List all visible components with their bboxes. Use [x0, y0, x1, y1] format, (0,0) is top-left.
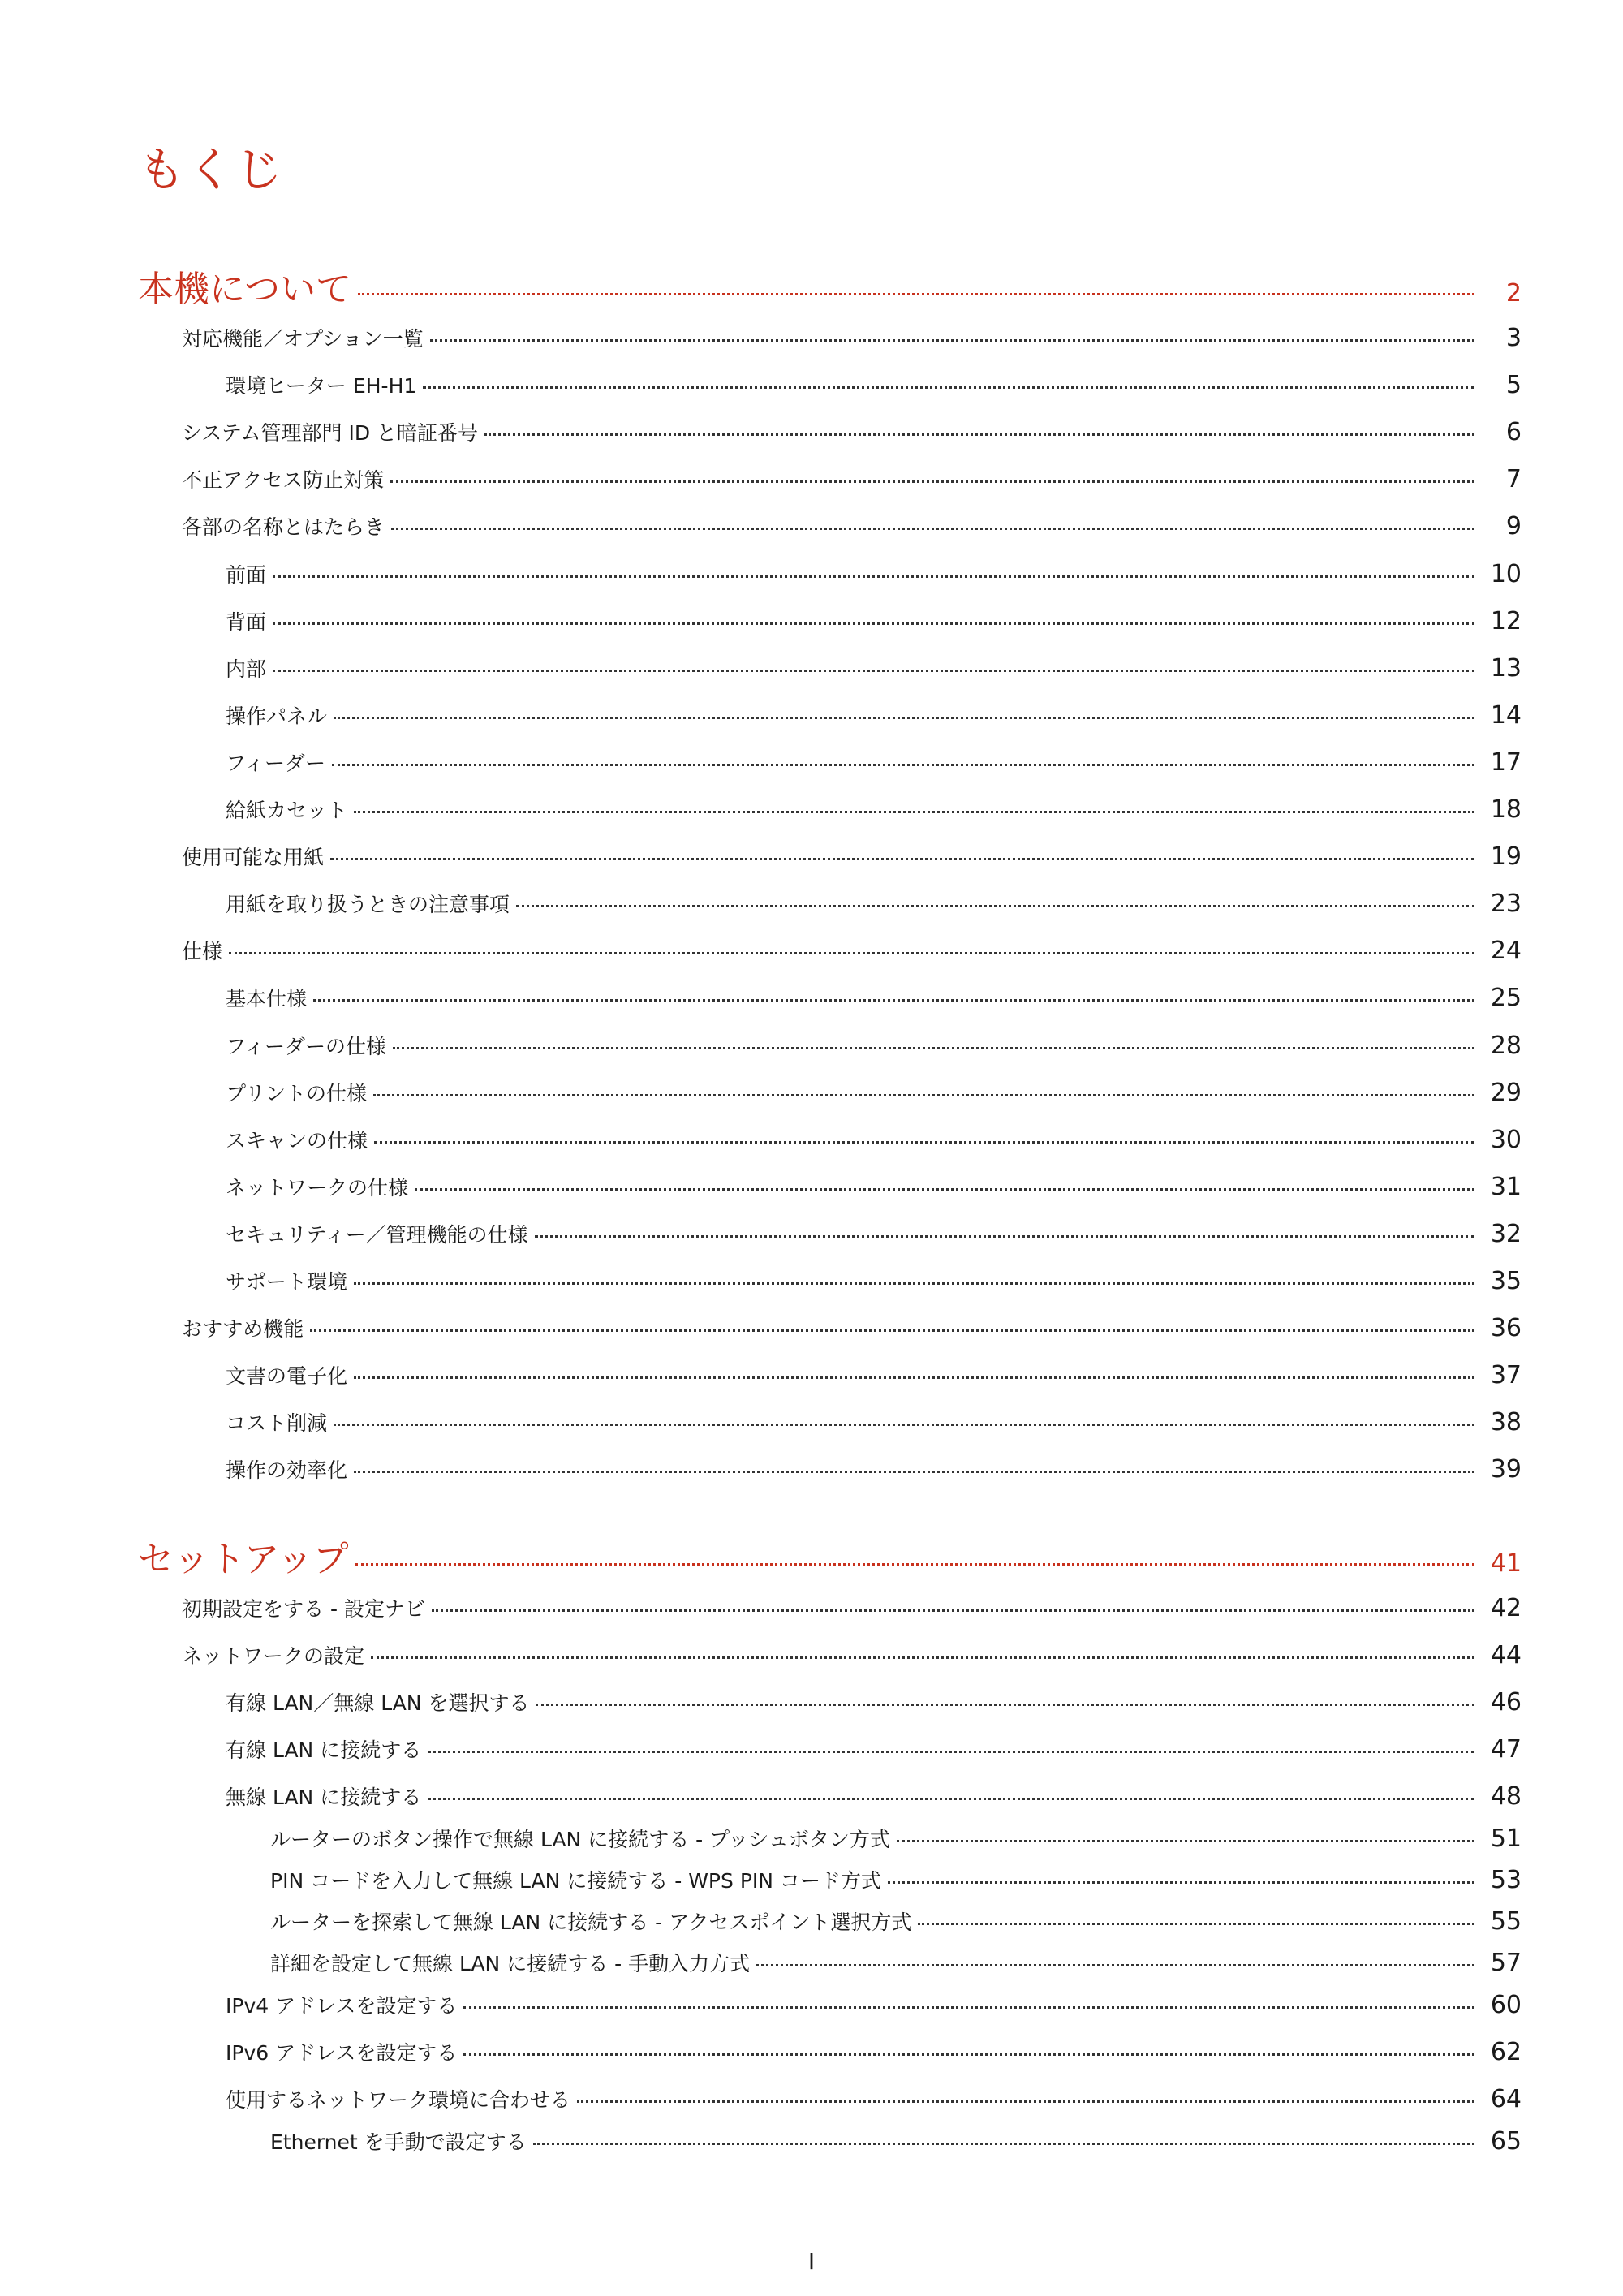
dot-leader: [354, 1471, 1474, 1473]
dot-leader: [428, 1798, 1474, 1800]
toc-chapter-heading[interactable]: [138, 1530, 1522, 1582]
dot-leader: [533, 2143, 1474, 2145]
toc-entry[interactable]: [226, 889, 1522, 918]
toc-entry-label: 使用可能な用紙: [182, 846, 325, 870]
toc-entry[interactable]: [226, 700, 1522, 730]
toc-entry-page-number: 12: [1490, 606, 1522, 635]
toc-entry-page-number: 6: [1505, 418, 1522, 447]
dot-leader: [273, 670, 1474, 672]
toc-entry-page-number: 24: [1490, 937, 1522, 966]
dot-leader: [273, 575, 1474, 578]
toc-entry-page-number: 37: [1490, 1361, 1522, 1390]
toc-entry[interactable]: [226, 1031, 1522, 1060]
toc-entry[interactable]: [226, 2084, 1522, 2113]
toc-entry-label: 対応機能／オプション一覧: [182, 327, 424, 351]
toc-entry[interactable]: [226, 1219, 1522, 1248]
toc-entry[interactable]: [182, 464, 1522, 493]
toc-entry-page-number: 14: [1490, 700, 1522, 730]
toc-entry-label: サポート環境: [226, 1270, 348, 1294]
toc-entry-label: 操作の効率化: [226, 1458, 348, 1483]
toc-entry-label: 本機について: [138, 269, 352, 310]
toc-entry-page-number: 2: [1505, 279, 1522, 308]
toc-entry[interactable]: [182, 417, 1522, 446]
toc-entry-label: ネットワークの仕様: [226, 1175, 409, 1200]
toc-entry[interactable]: [182, 842, 1522, 871]
toc-entry-page-number: 36: [1490, 1314, 1522, 1343]
toc-entry-page-number: 42: [1490, 1594, 1522, 1622]
toc-entry[interactable]: [226, 1078, 1522, 1107]
toc-entry[interactable]: [226, 983, 1522, 1012]
toc-entry-page-number: 5: [1505, 371, 1522, 400]
toc-entry[interactable]: [226, 1360, 1522, 1389]
toc-entry-label: PIN コードを入力して無線 LAN に接続する - WPS PIN コード方式: [270, 1869, 881, 1893]
toc-entry-label: システム管理部門 ID と暗証番号: [182, 421, 479, 446]
toc-entry-label: フィーダーの仕様: [226, 1034, 387, 1058]
dot-leader: [888, 1881, 1474, 1884]
dot-leader: [310, 1329, 1474, 1332]
toc-entry-page-number: 25: [1490, 984, 1522, 1013]
toc-entry-label: ネットワークの設定: [182, 1644, 365, 1668]
toc-entry-label: 仕様: [182, 940, 223, 964]
toc-entry-label: 用紙を取り扱うときの注意事項: [226, 893, 510, 917]
dot-leader: [577, 2100, 1474, 2103]
dot-leader: [432, 1609, 1474, 1612]
toc-entry-label: フィーダー: [226, 751, 326, 775]
toc-entry[interactable]: [182, 511, 1522, 541]
dot-leader: [535, 1235, 1474, 1238]
toc-entry-page-number: 65: [1490, 2127, 1522, 2156]
toc-entry-label: おすすめ機能: [182, 1317, 304, 1342]
toc-entry-page-number: 3: [1505, 324, 1522, 352]
toc-entry-label: 初期設定をする - 設定ナビ: [182, 1597, 425, 1621]
dot-leader: [354, 1282, 1474, 1285]
dot-leader: [373, 1094, 1474, 1096]
dot-leader: [313, 999, 1474, 1002]
dot-leader: [423, 386, 1474, 389]
toc-entry-label: ルーターのボタン操作で無線 LAN に接続する - プッシュボタン方式: [270, 1828, 890, 1851]
dot-leader: [390, 480, 1474, 483]
toc-entry-page-number: 46: [1490, 1688, 1522, 1717]
toc-entry[interactable]: [226, 2037, 1522, 2066]
toc-entry-page-number: 51: [1490, 1824, 1522, 1853]
toc-entry[interactable]: [270, 1906, 1522, 1936]
toc-entry-page-number: 19: [1490, 842, 1522, 872]
dot-leader: [334, 717, 1474, 719]
toc-entry-page-number: 38: [1490, 1408, 1522, 1437]
toc-entry[interactable]: [226, 1687, 1522, 1717]
dot-leader: [415, 1188, 1474, 1191]
toc-entry-label: ルーターを探索して無線 LAN に接続する - アクセスポイント選択方式: [270, 1910, 912, 1934]
toc-entry[interactable]: [270, 2126, 1522, 2156]
toc-entry-label: 詳細を設定して無線 LAN に接続する - 手動入力方式: [270, 1952, 751, 1975]
toc-entry-page-number: 41: [1490, 1549, 1522, 1578]
dot-leader: [355, 1563, 1474, 1566]
dot-leader: [516, 905, 1474, 907]
toc-entry[interactable]: [226, 1266, 1522, 1295]
dot-leader: [536, 1704, 1474, 1706]
toc-entry[interactable]: [226, 606, 1522, 635]
toc-entry-page-number: 60: [1490, 1991, 1522, 2019]
toc-entry[interactable]: [182, 936, 1522, 965]
toc-entry-label: 有線 LAN に接続する: [226, 1738, 422, 1762]
toc-entry-label: セキュリティー／管理機能の仕様: [226, 1222, 528, 1247]
toc-entry-label: IPv6 アドレスを設定する: [226, 2041, 458, 2065]
toc-entry[interactable]: [182, 1313, 1522, 1342]
dot-leader: [463, 2006, 1474, 2009]
toc-entry-label: 背面: [226, 610, 267, 634]
dot-leader: [391, 528, 1474, 530]
toc-entry-label: IPv4 アドレスを設定する: [226, 1994, 458, 2018]
toc-entry[interactable]: [226, 1454, 1522, 1484]
dot-leader: [393, 1047, 1474, 1049]
toc-entry-label: 不正アクセス防止対策: [182, 468, 385, 493]
toc-entry[interactable]: [226, 1990, 1522, 2019]
dot-leader: [332, 764, 1474, 766]
dot-leader: [273, 622, 1474, 625]
toc-entry-label: 操作パネル: [226, 704, 328, 728]
toc-entry-page-number: 28: [1490, 1031, 1522, 1060]
dot-leader: [428, 1751, 1474, 1753]
dot-leader: [897, 1840, 1474, 1842]
toc-entry[interactable]: [270, 1948, 1522, 1977]
toc-entry-label: Ethernet を手動で設定する: [270, 2130, 527, 2154]
toc-entry-page-number: 57: [1490, 1949, 1522, 1977]
toc-entry[interactable]: [182, 1640, 1522, 1669]
toc-entry[interactable]: [226, 653, 1522, 683]
toc-entry-label: コスト削減: [226, 1411, 328, 1436]
toc-entry-page-number: 39: [1490, 1455, 1522, 1484]
toc-entry-page-number: 23: [1490, 890, 1522, 919]
dot-leader: [334, 1424, 1474, 1426]
toc-entry-page-number: 9: [1505, 512, 1522, 541]
dot-leader: [756, 1964, 1474, 1966]
toc-entry-page-number: 18: [1490, 795, 1522, 824]
toc-entry-page-number: 64: [1490, 2085, 1522, 2113]
dot-leader: [371, 1656, 1474, 1659]
toc-entry-page-number: 44: [1490, 1641, 1522, 1669]
toc-entry-page-number: 55: [1490, 1907, 1522, 1936]
toc-entry-page-number: 62: [1490, 2038, 1522, 2066]
toc-entry-label: スキャンの仕様: [226, 1128, 368, 1152]
toc-entry-label: 基本仕様: [226, 987, 308, 1011]
page-number: I: [807, 2248, 816, 2275]
toc-entry-label: 前面: [226, 562, 267, 587]
toc-entry-page-number: 31: [1490, 1172, 1522, 1201]
toc-entry[interactable]: [270, 1865, 1522, 1894]
dot-leader: [463, 2053, 1474, 2056]
toc-entry-label: 内部: [226, 657, 267, 681]
toc-entry[interactable]: [226, 559, 1522, 588]
dot-leader: [918, 1923, 1474, 1925]
toc-entry[interactable]: [270, 1824, 1522, 1853]
toc-entry-label: 給紙カセット: [226, 799, 348, 822]
dot-leader: [354, 811, 1474, 813]
toc-entry[interactable]: [226, 370, 1522, 399]
toc-entry-page-number: 32: [1490, 1219, 1522, 1248]
toc-entry-label: プリントの仕様: [226, 1081, 368, 1105]
toc-entry-label: 各部の名称とはたらき: [182, 515, 385, 540]
toc-entry[interactable]: [226, 1172, 1522, 1201]
toc-entry-label: 有線 LAN／無線 LAN を選択する: [226, 1691, 530, 1715]
toc-entry-label: 文書の電子化: [226, 1364, 348, 1389]
toc-entry-label: 環境ヒーター EH-H1: [226, 374, 417, 398]
dot-leader: [484, 433, 1474, 436]
toc-entry[interactable]: [182, 323, 1522, 352]
toc-entry-page-number: 13: [1490, 653, 1522, 683]
dot-leader: [330, 858, 1474, 860]
toc-entry[interactable]: [226, 795, 1522, 824]
toc-entry-page-number: 10: [1490, 559, 1522, 588]
toc-entry[interactable]: [182, 1593, 1522, 1622]
dot-leader: [430, 339, 1474, 342]
toc-entry-label: セットアップ: [138, 1539, 349, 1580]
dot-leader: [354, 1376, 1474, 1379]
toc-entry[interactable]: [226, 1125, 1522, 1154]
dot-leader: [374, 1141, 1474, 1144]
toc-entry-label: 無線 LAN に接続する: [226, 1786, 422, 1809]
toc-entry-page-number: 7: [1505, 465, 1522, 494]
toc-entry-page-number: 30: [1490, 1125, 1522, 1154]
toc-entry-label: 使用するネットワーク環境に合わせる: [226, 2088, 571, 2112]
dot-leader: [358, 293, 1474, 295]
toc-entry-page-number: 53: [1490, 1866, 1522, 1894]
toc-entry[interactable]: [226, 1407, 1522, 1437]
dot-leader: [229, 952, 1474, 954]
toc-entry-page-number: 17: [1490, 747, 1522, 777]
toc-entry-page-number: 47: [1490, 1735, 1522, 1764]
toc-chapter-heading[interactable]: [138, 260, 1522, 312]
toc-entry[interactable]: [226, 1734, 1522, 1764]
toc-entry-page-number: 48: [1490, 1782, 1522, 1811]
toc-entry[interactable]: [226, 747, 1522, 777]
toc-entry-page-number: 35: [1490, 1267, 1522, 1295]
toc-entry[interactable]: [226, 1781, 1522, 1811]
page-title: もくじ: [138, 142, 285, 197]
toc-entry-page-number: 29: [1490, 1078, 1522, 1107]
